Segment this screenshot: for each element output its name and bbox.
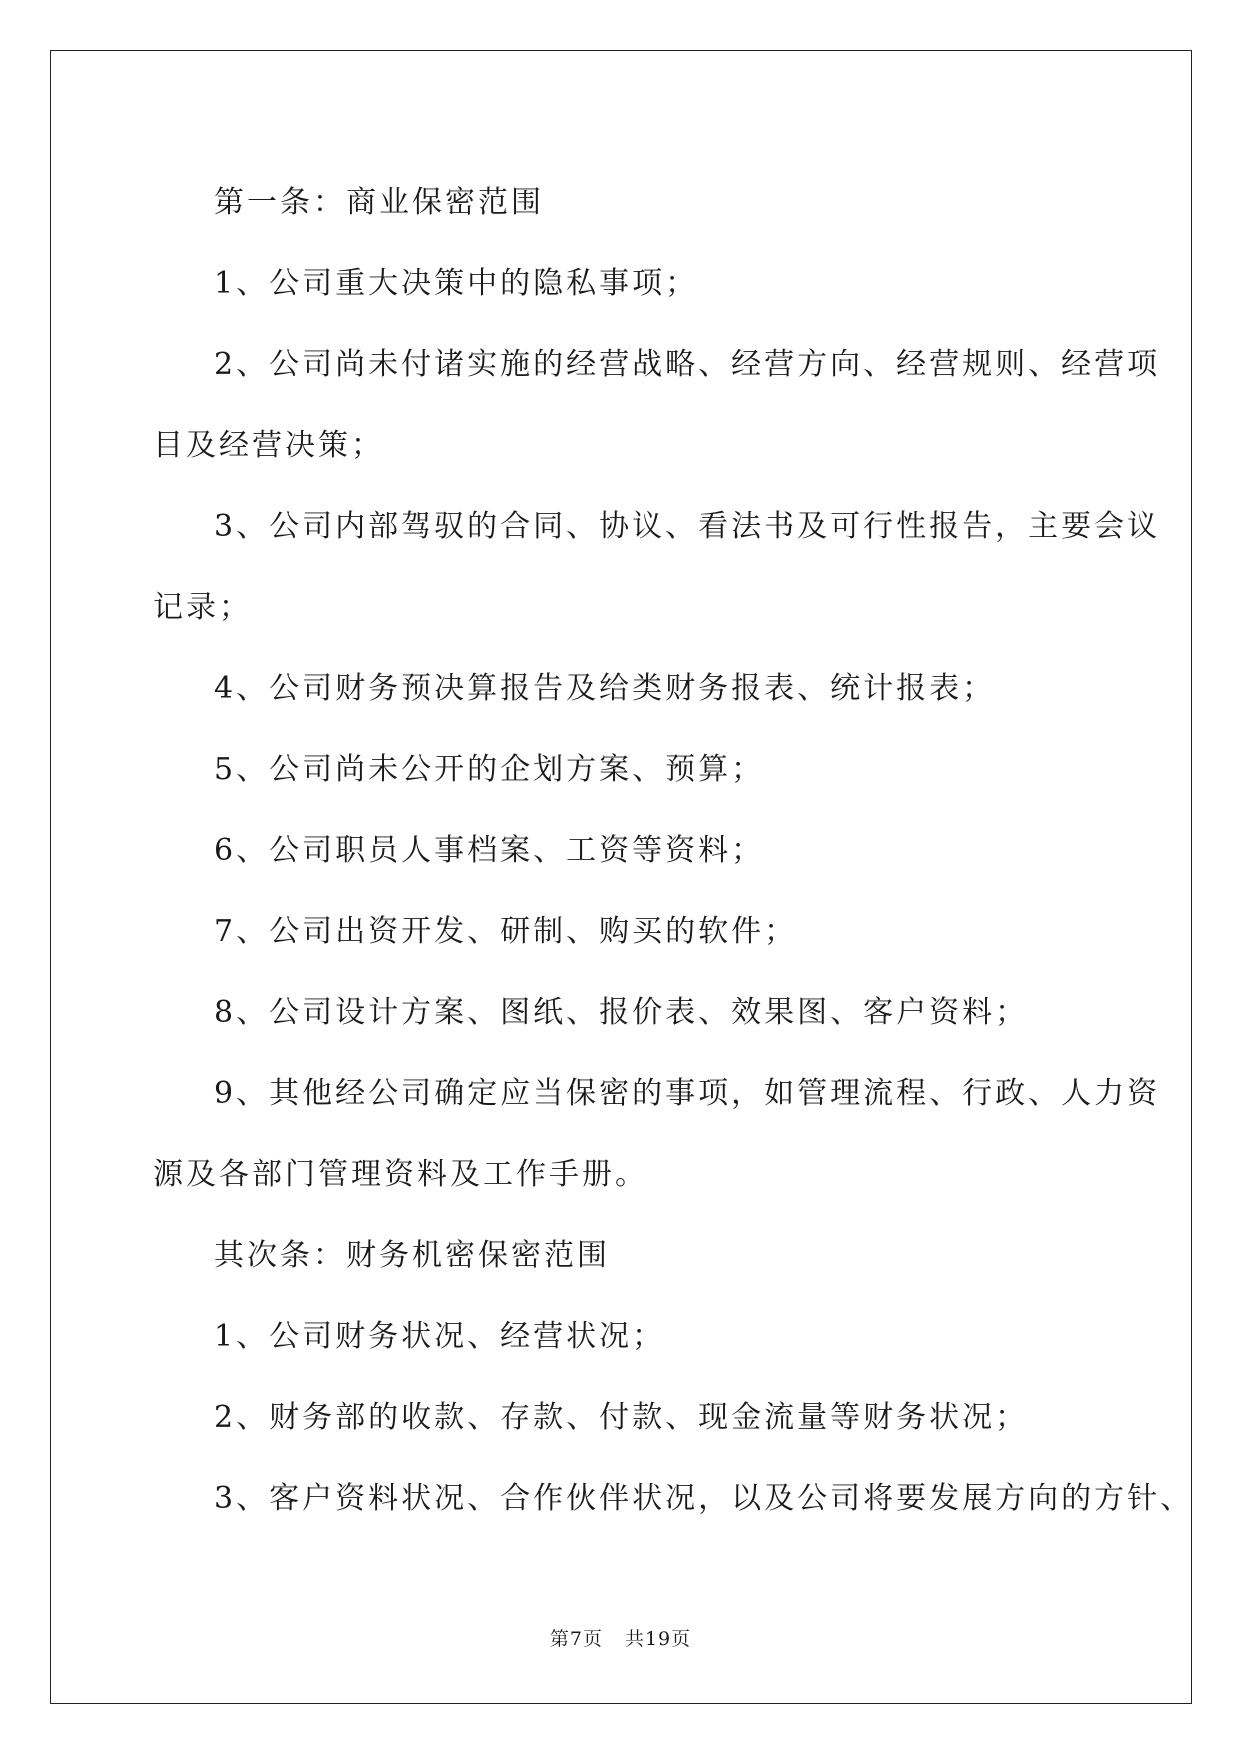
list-item: 2、公司尚未付诸实施的经营战略、经营方向、经营规则、经营项 (214, 347, 1161, 382)
list-item: 2、财务部的收款、存款、付款、现金流量等财务状况； (214, 1400, 1029, 1435)
document-body (153, 162, 1194, 1539)
list-item: 1、公司重大决策中的隐私事项； (214, 266, 699, 301)
page-number: 第7页 (549, 1628, 603, 1650)
list-item: 3、客户资料状况、合作伙伴状况，以及公司将要发展方向的方针、 (214, 1481, 1194, 1516)
list-item: 5、公司尚未公开的企划方案、预算； (214, 752, 765, 787)
list-item-continuation: 源及各部门管理资料及工作手册。 (153, 1157, 648, 1192)
list-item-continuation: 目及经营决策； (153, 428, 384, 463)
section-heading-2: 其次条：财务机密保密范围 (214, 1238, 610, 1273)
list-item: 7、公司出资开发、研制、购买的软件； (214, 914, 798, 949)
list-item: 9、其他经公司确定应当保密的事项，如管理流程、行政、人力资 (214, 1076, 1161, 1111)
list-item: 6、公司职员人事档案、工资等资料； (214, 833, 765, 868)
list-item: 8、公司设计方案、图纸、报价表、效果图、客户资料； (214, 995, 1029, 1030)
page-footer (0, 1627, 1241, 1651)
list-item: 4、公司财务预决算报告及给类财务报表、统计报表； (214, 671, 996, 706)
list-item: 1、公司财务状况、经营状况； (214, 1319, 666, 1354)
section-heading-1: 第一条：商业保密范围 (214, 185, 544, 220)
page-total: 共19页 (624, 1628, 692, 1650)
list-item-continuation: 记录； (153, 590, 252, 625)
list-item: 3、公司内部驾驭的合同、协议、看法书及可行性报告，主要会议 (214, 509, 1161, 544)
